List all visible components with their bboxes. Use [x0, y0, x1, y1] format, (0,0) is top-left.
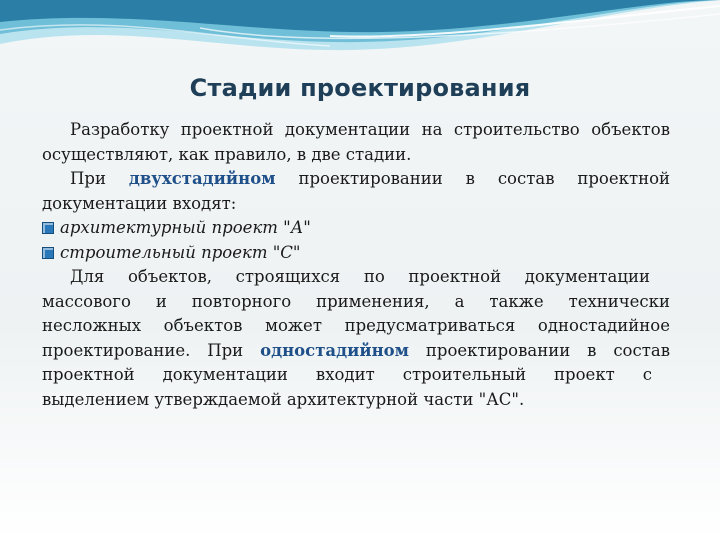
wave-header-decoration	[0, 0, 720, 80]
para2-line1	[42, 167, 670, 192]
para1-line1: Разработку проектной документации на строительство объектов	[70, 120, 670, 139]
slide-body	[42, 118, 670, 412]
para3-line4	[42, 339, 670, 364]
highlight-one-stage: одностадийном	[260, 340, 410, 360]
highlight-two-stage: двухстадийном	[128, 169, 276, 188]
bullet-item-construction	[42, 241, 670, 266]
para2-line2: документации входят:	[42, 193, 237, 213]
para3-line2: массового и повторного применения, а также технически	[42, 291, 670, 311]
para3-line1: Для объектов, строящихся по проектной документации	[70, 267, 650, 286]
para3-line4-prefix: проектирование. При	[42, 340, 244, 360]
para3-line4-suffix: проектировании в состав	[425, 340, 670, 360]
para2-prefix: При	[70, 169, 106, 188]
checkbox-square-icon	[42, 222, 54, 234]
para1-line2: осуществляют, как правило, в две стадии.	[42, 144, 412, 164]
para2-suffix: проектировании в состав проектной	[298, 169, 670, 188]
bullet-text: строительный проект "С"	[60, 242, 301, 262]
bullet-text: архитектурный проект "А"	[60, 218, 311, 237]
checkbox-square-icon	[42, 247, 54, 259]
slide-title: Стадии проектирования	[189, 74, 531, 102]
bullet-item-architectural	[42, 216, 670, 241]
para3-line3: несложных объектов может предусматриваться одностадийное	[42, 316, 670, 335]
para3-line5: проектной документации входит строительный проект с	[42, 365, 652, 384]
para3-line6: выделением утверждаемой архитектурной части "АС".	[42, 389, 525, 409]
